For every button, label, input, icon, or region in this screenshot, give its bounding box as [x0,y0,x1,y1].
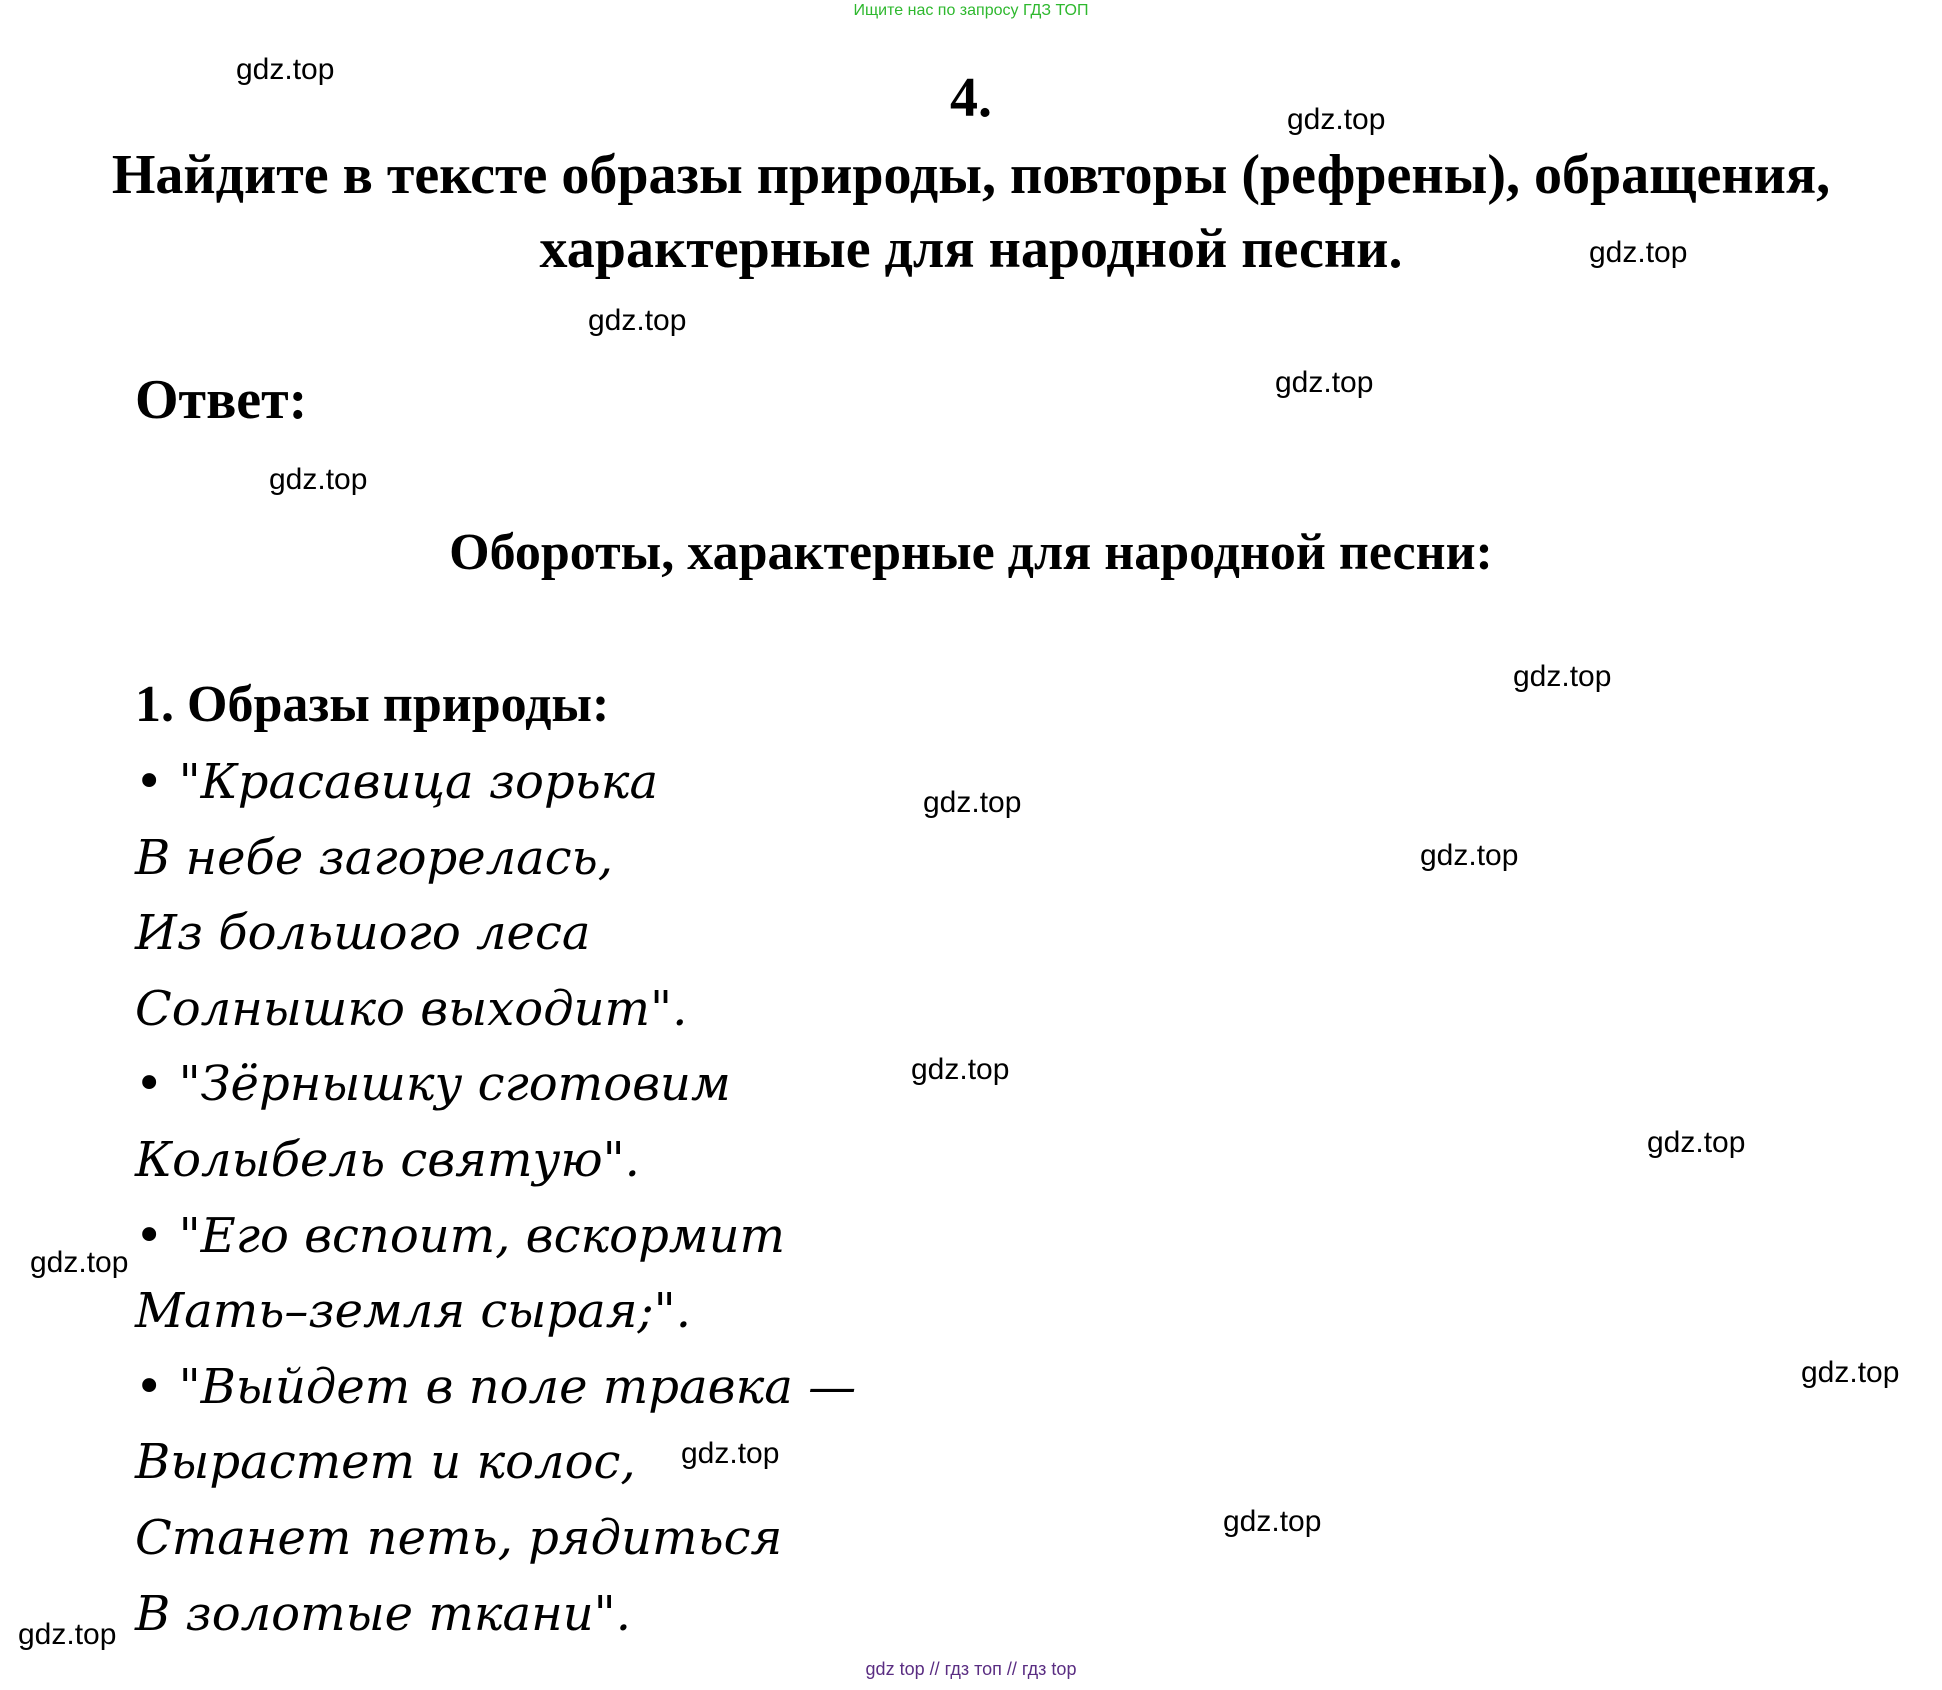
watermark: gdz.top [923,786,1022,819]
poem-line: Из большого леса [135,905,591,962]
watermark: gdz.top [1589,236,1688,269]
watermark: gdz.top [911,1053,1010,1086]
poem-lines [135,745,856,1652]
section-title: 1. Образы природы: [135,676,610,733]
exercise-number: 4. [950,67,992,129]
watermark: gdz.top [269,463,368,496]
poem-line: В небе загорелась, [135,829,614,886]
watermark: gdz.top [1513,660,1612,693]
watermark: gdz.top [1275,366,1374,399]
poem-line: Колыбель святую". [135,1131,640,1188]
poem-line: В золотые ткани". [135,1585,632,1642]
watermark: gdz.top [1801,1356,1900,1389]
poem-line: Вырастет и колос, [135,1434,636,1491]
watermark: gdz.top [1420,839,1519,872]
poem-line: • "Его вспоит, вскормит [135,1207,786,1264]
task-line-2: характерные для народной песни. [539,218,1403,280]
subheading: Обороты, характерные для народной песни: [449,524,1493,581]
poem-line: • "Красавица зорька [135,754,659,810]
task-line-1: Найдите в тексте образы природы, повторы (рефрены), обращения, [111,144,1831,206]
watermark: gdz.top [681,1437,780,1470]
poem-line: • "Выйдет в поле травка — [135,1358,857,1415]
poem-line: Станет петь, рядиться [135,1509,783,1566]
watermark: gdz.top [236,53,335,86]
watermark: gdz.top [588,304,687,337]
watermark: gdz.top [18,1618,117,1651]
top-banner: Ищите нас по запросу ГДЗ ТОП [853,2,1089,19]
watermark: gdz.top [30,1246,129,1279]
answer-label: Ответ: [135,369,308,431]
footer-links: gdz top // гдз топ // гдз top [865,1659,1077,1679]
poem-line: Мать–земля сырая;". [135,1283,692,1340]
watermark: gdz.top [1287,103,1386,136]
watermark: gdz.top [1223,1505,1322,1538]
poem-line: • "Зёрнышку сготовим [135,1056,731,1113]
watermark: gdz.top [1647,1126,1746,1159]
poem-line: Солнышко выходит". [135,980,688,1037]
